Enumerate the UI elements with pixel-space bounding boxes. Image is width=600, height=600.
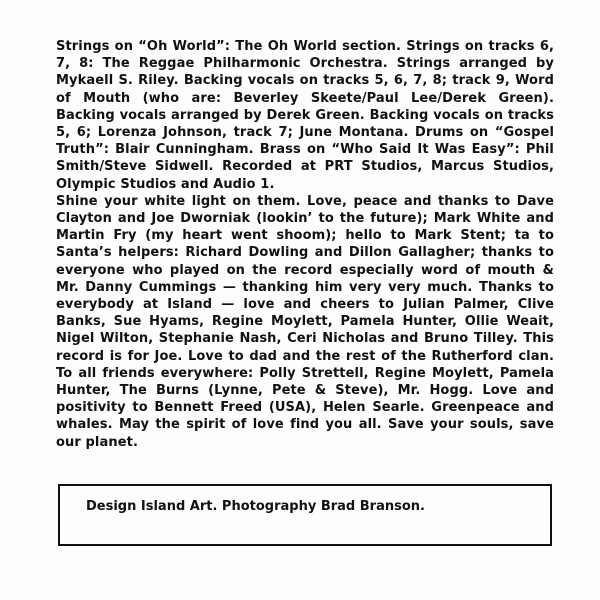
credits-paragraph: Strings on “Oh World”: The Oh World section. Strings on tracks 6, 7, 8: The Reggae Philharmonic Orchestra. Strings arranged by Mykaell S. Riley. Backing vocals on tracks 5, 6, 7, 8; track 9, Word of Mouth (who are: Beverley Skeete/Paul Lee/Derek Green). Backing vocals arranged by Derek Green. Backing vocals on tracks 5, 6; Lorenza Johnson, track 7; June Montana. Drums on “Gospel Truth”: Blair Cunningham. Brass on “Who Said It Was Easy”: Phil Smith/Steve Sidwell. Recorded at PRT Studios, Marcus Studios, Olympic Studios and Audio 1. [56,39,554,192]
liner-notes-text [56,38,554,451]
design-credits-box [58,484,552,546]
design-credits-text: Design Island Art. Photography Brad Branson. [86,499,425,514]
thanks-paragraph: Shine your white light on them. Love, peace and thanks to Dave Clayton and Joe Dworniak (lookin’ to the future); Mark White and Martin Fry (my heart went shoom); hello to Mark Stent; ta to Santa’s helpers: Richard Dowling and Dillon Gallagher; thanks to everyone who played on the record especially word of mouth & Mr. Danny Cummings — thanking him very very much. Thanks to everybody at Island — love and cheers to Julian Palmer, Clive Banks, Sue Hyams, Regine Moylett, Pamela Hunter, Ollie Weait, Nigel Wilton, Stephanie Nash, Ceri Nicholas and Bruno Tilley. This record is for Joe. Love to dad and the rest of the Rutherford clan. To all friends everywhere: Polly Strettell, Regine Moylett, Pamela Hunter, The Burns (Lynne, Pete & Steve), Mr. Hogg. Love and positivity to Bennett Freed (USA), Helen Searle. Greenpeace and whales. May the spirit of love find you all. Save your souls, save our planet. [56,193,554,450]
